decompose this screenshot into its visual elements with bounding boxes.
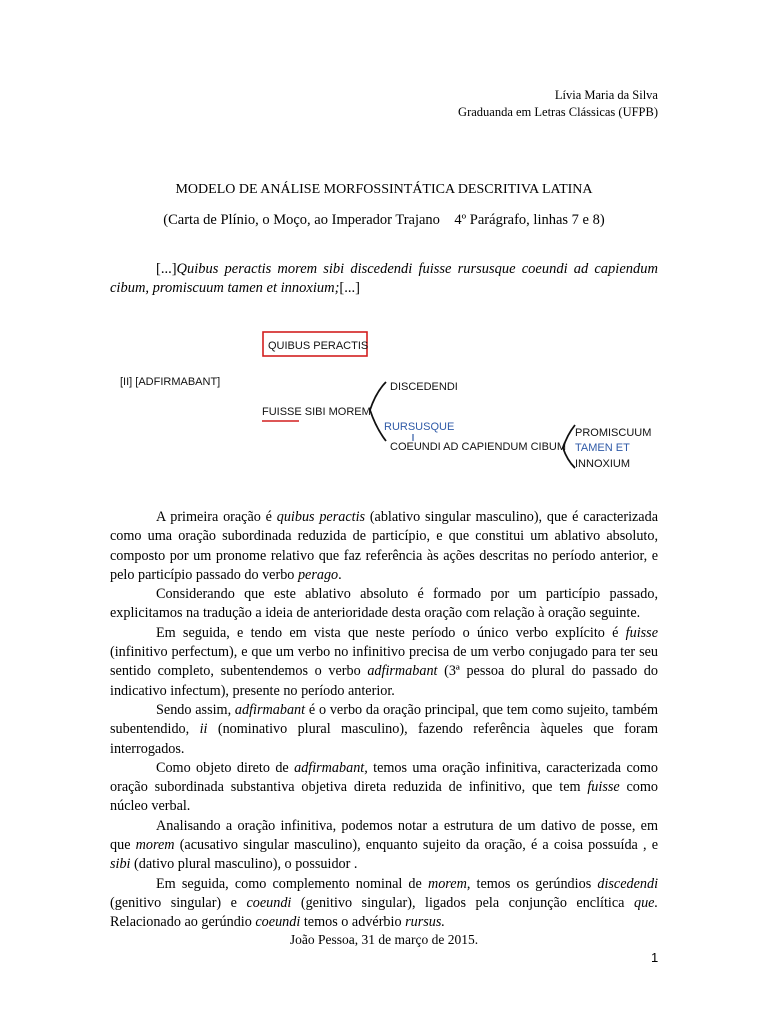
paragraph — [110, 701, 658, 759]
text-run: (acusativo singular masculino), enquanto sujeito da oração, é a coisa possuída , e — [174, 837, 658, 854]
text-run: (ablativo singular masculino), que é caracterizada como uma oração subordinada reduzida de particípio, e que constitui um ablativo absoluto, composto por um pronome relativo que faz referência às ações descritas no período anterior, e pelo particípio passado do verbo — [110, 509, 658, 583]
diagram-innoxium: INNOXIUM — [575, 458, 630, 470]
text-run: (infinitivo perfectum), e que um verbo no infinitivo precisa de um verbo conjugado para ter seu sentido completo, subentendemos o verbo — [110, 644, 658, 680]
document-subtitle: (Carta de Plínio, o Moço, ao Imperador Trajano 4º Parágrafo, linhas 7 e 8) — [163, 212, 605, 228]
analysis-text — [110, 508, 658, 933]
text-run: , temos os gerúndios — [466, 875, 598, 892]
latin-term: discedendi — [597, 875, 659, 892]
author-name: Lívia Maria da Silva — [554, 88, 658, 102]
latin-term: ii — [199, 721, 208, 738]
document-date: João Pessoa, 31 de março de 2015. — [289, 932, 479, 947]
text-run: Em seguida, e tendo em vista que neste período o único verbo explícito é — [156, 624, 626, 641]
paragraph — [110, 508, 658, 585]
text-run: temos o advérbio — [300, 914, 406, 931]
text-run: Relacionado ao gerúndio — [110, 914, 256, 931]
latin-term: perago — [297, 566, 339, 583]
text-run: . — [338, 566, 342, 583]
diagram-quibus-peractis: QUIBUS PERACTIS — [268, 340, 369, 352]
paragraph — [110, 875, 658, 933]
latin-term: sibi — [110, 856, 131, 873]
latin-term: que. — [633, 894, 659, 911]
diagram-rursusque: RURSUSQUE — [384, 421, 455, 433]
latin-term: morem — [135, 837, 175, 854]
paragraph — [110, 624, 658, 701]
text-run: (3ª pessoa do plural do passado do indicativo infectum), presente no período anterior. — [110, 663, 658, 699]
paragraph — [110, 759, 658, 817]
paragraph — [110, 585, 658, 624]
text-run: (nominativo plural masculino), fazendo referência àqueles que foram interrogados. — [110, 721, 658, 757]
latin-term: coeundi — [255, 914, 301, 931]
quote-close: [...] — [339, 280, 360, 296]
syntax-diagram — [0, 320, 768, 490]
text-run: Em seguida, como complemento nominal de — [156, 875, 428, 892]
text-run: Sendo assim, — [156, 701, 235, 718]
latin-term: adfirmabant — [367, 663, 438, 680]
latin-term: rursus. — [405, 914, 445, 931]
page-number: 1 — [651, 950, 659, 965]
latin-term: adfirmabant — [234, 701, 306, 718]
text-run: (dativo plural masculino), o possuidor . — [130, 856, 358, 873]
text-run: como núcleo verbal. — [110, 779, 658, 815]
diagram-promiscuum: PROMISCUUM — [575, 427, 652, 439]
author-affiliation: Graduanda em Letras Clássicas (UFPB) — [458, 105, 658, 119]
quote-text: Quibus peractis morem sibi discedendi fuisse rursusque coeundi ad capiendum cibum, promiscuum tamen et innoxium; — [110, 261, 658, 296]
latin-term: coeundi — [246, 894, 292, 911]
text-run: Como objeto direto de — [156, 759, 295, 776]
latin-term: fuisse — [625, 624, 658, 641]
latin-quote — [110, 260, 658, 298]
latin-term: quibus peractis — [276, 509, 366, 525]
text-run: Considerando que este ablativo absoluto é formado por um particípio passado, explicitamos na tradução a ideia de anterioridade desta oração com relação à oração seguinte. — [110, 586, 658, 622]
latin-term: fuisse — [587, 779, 620, 796]
diagram-discedendi: DISCEDENDI — [390, 381, 458, 393]
latin-term: morem — [427, 875, 467, 892]
latin-term: adfirmabant, — [294, 759, 368, 776]
diagram-coeundi: COEUNDI AD CAPIENDUM CIBUM — [390, 441, 567, 453]
diagram-tamen-et: TAMEN ET — [575, 442, 630, 454]
document-title: MODELO DE ANÁLISE MORFOSSINTÁTICA DESCRITIVA LATINA — [175, 182, 593, 197]
text-run: Analisando a oração infinitiva, podemos notar a estrutura de um dativo de posse, em que — [110, 817, 658, 854]
text-run: temos uma oração infinitiva, caracterizada como oração subordinada substantiva objetiva direta reduzida de infinitivo, que tem — [110, 759, 658, 796]
quote-open: [...] — [156, 261, 177, 277]
diagram-infinitive-clause: FUISSE SIBI MOREM — [262, 406, 371, 418]
diagram-main-clause: [II] [ADFIRMABANT] — [120, 376, 221, 388]
text-run: (genitivo singular) e — [110, 894, 247, 911]
paragraph — [110, 817, 658, 875]
text-run: A primeira oração é — [156, 509, 277, 525]
text-run: é o verbo da oração principal, que tem como sujeito, também subentendido, — [110, 701, 658, 738]
text-run: (genitivo singular), ligados pela conjunção enclítica — [291, 894, 634, 911]
